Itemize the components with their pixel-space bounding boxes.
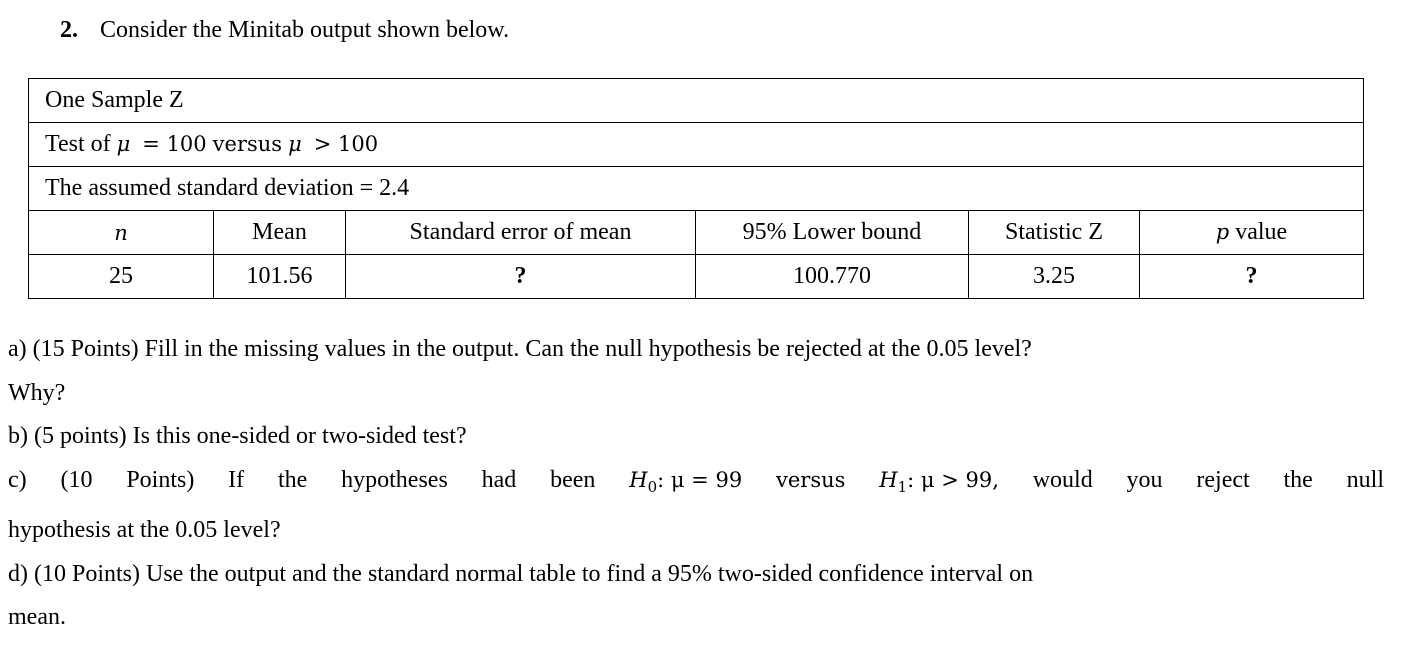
h0-rest: : μ = 99 <box>657 467 743 492</box>
sd-row <box>29 167 1364 211</box>
part-c-line-2: hypothesis at the 0.05 level? <box>8 517 281 543</box>
header-p-value <box>1140 211 1364 255</box>
alt-value: > 100 <box>313 132 379 156</box>
value-mean: 101.56 <box>214 255 346 299</box>
test-hypothesis-cell <box>29 123 1364 167</box>
part-c-word: the <box>1283 466 1313 493</box>
part-d-line-1: d) (10 Points) Use the output and the standard normal table to find a 95% two-sided confidence interval on <box>8 560 1034 587</box>
value-statistic-z: 3.25 <box>969 255 1140 299</box>
part-a-line-1: a) (15 Points) Fill in the missing values in the output. Can the null hypothesis be rejected at the 0.05 level? <box>8 336 1032 362</box>
part-c-word: been <box>550 466 596 493</box>
h1-rest: : μ > 99, <box>907 467 999 492</box>
h0-letter: H <box>629 467 648 492</box>
part-c-word: Points) <box>126 466 195 493</box>
h1-letter: H <box>879 467 898 492</box>
value-se-mean: ? <box>346 255 696 299</box>
values-row <box>29 255 1364 299</box>
part-c-word: reject <box>1196 466 1250 493</box>
part-c-word: null <box>1346 466 1384 493</box>
p-symbol: p <box>1215 220 1230 244</box>
mu-symbol-2: μ <box>288 132 302 156</box>
header-se-mean: Standard error of mean <box>346 211 696 255</box>
table-title: One Sample Z <box>29 79 1364 123</box>
header-row <box>29 211 1364 255</box>
part-d-line-2: mean. <box>8 604 66 630</box>
value-lower-bound: 100.770 <box>696 255 969 299</box>
part-c-word: you <box>1126 466 1163 493</box>
value-p-value: ? <box>1140 255 1364 299</box>
value-word: value <box>1235 219 1288 245</box>
header-mean: Mean <box>214 211 346 255</box>
part-c-word: would <box>1032 466 1093 493</box>
h0-subscript: 0 <box>647 477 658 496</box>
question-parts <box>8 328 1384 640</box>
question-text: Consider the Minitab output shown below. <box>100 17 510 43</box>
test-prefix: Test of <box>45 131 111 157</box>
h1-subscript: 1 <box>897 477 908 496</box>
minitab-output-table <box>28 78 1364 299</box>
mu-symbol: μ <box>116 132 131 156</box>
test-row <box>29 123 1364 167</box>
part-c-versus: versus <box>776 467 846 492</box>
part-b: b) (5 points) Is this one-sided or two-sided test? <box>8 423 467 449</box>
part-c-word: c) <box>8 466 27 493</box>
question-heading <box>60 14 509 46</box>
assumed-sd: The assumed standard deviation = 2.4 <box>29 167 1364 211</box>
header-n: n <box>29 211 214 255</box>
value-n: 25 <box>29 255 214 299</box>
versus-text: versus <box>212 132 283 156</box>
part-c-word: had <box>481 466 517 493</box>
null-value: = 100 <box>142 132 207 156</box>
part-c-word: the <box>277 466 308 493</box>
table-title-row <box>29 79 1364 123</box>
header-statistic-z: Statistic Z <box>969 211 1140 255</box>
part-c-word: If <box>228 466 245 493</box>
part-a-line-2: Why? <box>8 379 66 406</box>
header-lower-bound: 95% Lower bound <box>696 211 969 255</box>
question-number: 2. <box>60 17 78 43</box>
part-c-word: (10 <box>60 466 93 493</box>
h1-hypothesis <box>879 459 999 510</box>
h0-hypothesis <box>629 459 742 510</box>
part-c-word: hypotheses <box>341 466 448 493</box>
part-c-line-1 <box>8 459 1384 510</box>
